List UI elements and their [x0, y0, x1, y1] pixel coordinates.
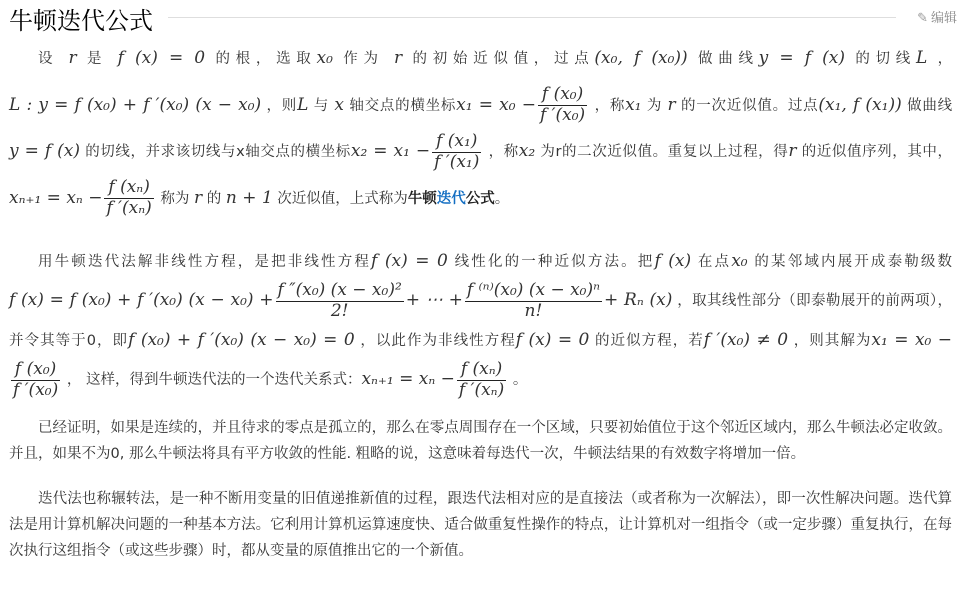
text: 的切线，并求该切线与x轴交点的横坐标 — [85, 144, 351, 160]
text: 。 — [494, 190, 510, 207]
math: r — [788, 141, 797, 161]
link-iteration[interactable]: 迭代 — [436, 190, 466, 207]
page-title: 牛顿迭代公式 — [9, 7, 153, 35]
text: 的一次近似值。过点 — [681, 97, 819, 114]
text: 的切线 — [855, 51, 916, 67]
text: 称为 — [160, 190, 190, 207]
fraction — [457, 360, 506, 400]
math: y = f (x) — [758, 48, 845, 68]
text: 做曲线 — [907, 97, 953, 114]
fraction-numerator: f (xₙ) — [457, 360, 506, 381]
fraction-denominator: f ′(x₁) — [434, 151, 480, 172]
math: f (x) = f (x₀) + f ′(x₀) (x − x₀) + — [9, 290, 274, 311]
text: ，称 — [594, 97, 626, 114]
fraction-denominator: f ′(xₙ) — [458, 379, 505, 400]
math: f (x₀) + f ′(x₀) (x − x₀) = 0 — [128, 330, 355, 351]
fraction — [276, 281, 404, 321]
paragraph-derivation — [9, 242, 952, 400]
math: f (x) = 0 — [117, 48, 206, 68]
text: 轴交点的横坐标 — [349, 97, 457, 114]
fraction — [432, 132, 481, 172]
fraction — [465, 281, 602, 321]
text: 为r的二次近似值。重复以上过程，得 — [540, 144, 789, 160]
math: + ⋯ + — [405, 290, 463, 311]
paragraph-convergence: 已经证明，如果是连续的，并且待求的零点是孤立的，那么在零点周围存在一个区域，只要初始值位于这个邻近区域内，那么牛顿法必定收敛。 并且，如果不为0, 那么牛顿法将具有平方收敛的性能. 粗略的说，这意味着每迭代一次，牛顿法结果的有效数字将增加一倍。 — [9, 420, 952, 463]
fraction — [11, 360, 60, 400]
math: (x₁, f (x₁)) — [818, 94, 902, 115]
math: f (x) — [654, 251, 692, 271]
math: x₁ = x₀ − — [456, 94, 536, 115]
edit-button[interactable] — [917, 7, 957, 26]
math: xₙ₊₁ = xₙ − — [361, 369, 455, 390]
fraction — [538, 85, 587, 125]
bold-text: 公式 — [465, 190, 495, 207]
text: 的近似值序列，其中， — [801, 144, 953, 160]
math: n + 1 — [225, 187, 273, 208]
text: 的 — [206, 190, 222, 207]
math: r — [193, 187, 203, 208]
text: ，取其线性部分（即泰勒展开的前两项），并令其等于0，即 — [9, 293, 952, 350]
text: 的初始近似值，过点 — [412, 51, 595, 67]
math: r — [667, 94, 676, 115]
math: r — [394, 48, 403, 68]
math: xₙ₊₁ = xₙ − — [9, 187, 103, 208]
math: L — [915, 48, 928, 68]
paragraph-definition — [9, 36, 952, 222]
fraction-numerator: f ″(x₀) (x − x₀)² — [277, 280, 402, 300]
title-divider — [168, 17, 896, 18]
text: 线性化的一种近似方法。把 — [454, 254, 655, 270]
math: f (x) = 0 — [515, 330, 590, 351]
text: 的某邻域内展开成泰勒级数 — [754, 254, 953, 270]
fraction-denominator: 2! — [330, 300, 349, 321]
fraction-numerator: f (x₀) — [11, 360, 60, 381]
text: 是 — [87, 51, 108, 67]
math: + Rₙ (x) — [604, 290, 673, 311]
text: 设 — [38, 51, 59, 67]
math: x₀ — [316, 48, 333, 68]
text: ，以此作为非线性方程 — [360, 333, 516, 350]
math: L : y = f (x₀) + f ′(x₀) (x − x₀) — [9, 94, 262, 115]
text: ，则其解为 — [793, 333, 872, 350]
pencil-icon: ✎ — [917, 11, 928, 26]
edit-label: 编辑 — [930, 11, 957, 26]
fraction-denominator: f ′(xₙ) — [106, 198, 152, 218]
text: 作为 — [343, 51, 384, 67]
math: x₁ — [625, 94, 642, 115]
math: f (x) = 0 — [371, 251, 448, 271]
text: ，则 — [266, 97, 298, 114]
math: x₀ — [731, 251, 748, 271]
paragraph-iteration-method: 迭代法也称辗转法，是一种不断用变量的旧值递推新值的过程，跟迭代法相对应的是直接法（或者称为一次解法），即一次性解决问题。迭代算法是用计算机解决问题的一种基本方法。它利用计算机运算速度快、适合做重复性操作的特点，让计算机对一组指令（或一定步骤）重复执行，在每次执行这组指令（或这些步骤）时，都从变量的原值推出它的一个新值。 — [9, 491, 952, 560]
text: 用牛顿迭代法解非线性方程，是把非线性方程 — [38, 254, 371, 270]
text: 的根，选取 — [215, 51, 317, 67]
text: 的近似方程，若 — [594, 333, 704, 350]
fraction-numerator: f (x₀) — [538, 85, 587, 106]
text: 。 — [512, 372, 528, 389]
math: f ′(x₀) ≠ 0 — [703, 330, 789, 351]
fraction-numerator: f (x₁) — [432, 132, 481, 153]
fraction-numerator: f (xₙ) — [104, 178, 153, 199]
bold-text: 牛顿 — [407, 190, 437, 207]
text: 在点 — [697, 254, 732, 270]
fraction-numerator: f ⁽ⁿ⁾(x₀) (x − x₀)ⁿ — [466, 280, 601, 300]
math: x₂ = x₁ − — [350, 141, 431, 161]
text: 做曲线 — [698, 51, 759, 67]
text: 为 — [646, 97, 663, 114]
text: ， 这样，得到牛顿迭代法的一个迭代关系式： — [66, 372, 362, 389]
fraction-denominator: n! — [524, 300, 543, 321]
fraction-denominator: f ′(x₀) — [13, 379, 59, 400]
math: x — [334, 94, 344, 115]
math: x₂ — [518, 141, 536, 161]
text: 与 — [313, 97, 330, 114]
text: 次近似值，上式称为 — [277, 190, 408, 207]
article-body — [9, 36, 952, 564]
fraction-denominator: f ′(x₀) — [539, 105, 586, 125]
fraction — [104, 178, 153, 218]
math: y = f (x) — [9, 141, 80, 161]
text: ， — [937, 51, 953, 67]
math: r — [68, 48, 77, 68]
math: L — [297, 94, 309, 115]
math: (x₀, f (x₀)) — [594, 48, 688, 68]
math: x₁ = x₀ − — [871, 330, 953, 351]
section-header — [0, 0, 961, 34]
text: ，称 — [488, 144, 519, 160]
